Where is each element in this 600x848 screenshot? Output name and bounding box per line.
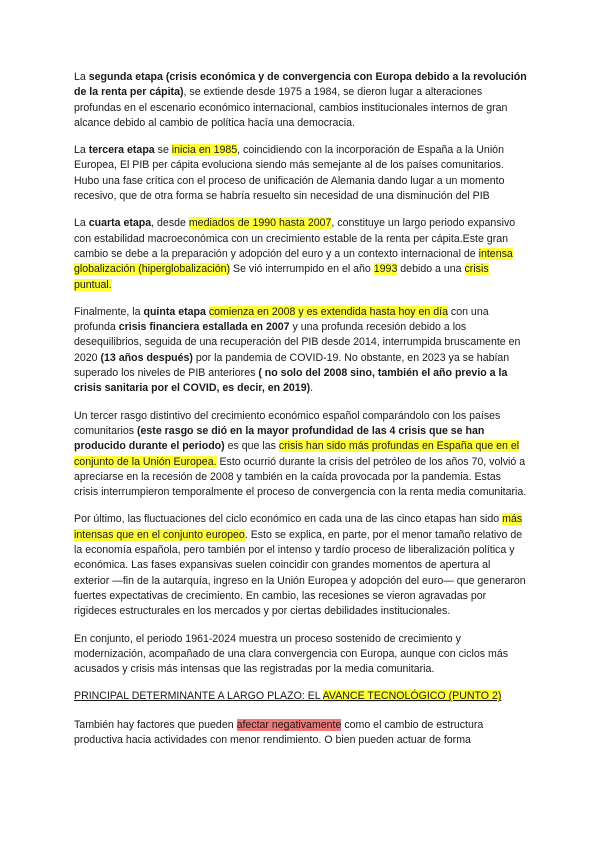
highlighted-text: más intensas que en el conjunto europeo [74, 513, 523, 541]
text-run: Esto ocurrió durante la crisis del petróleo de los años 70, volvió a apreciarse en la recesión de 2008 y también en la caída provocada por la pandemia. Estas crisis interrumpieron temporalmente el proceso de convergencia con la renta media comunitaria. [74, 455, 527, 499]
paragraph [74, 143, 528, 204]
text-run: Por último, las fluctuaciones del ciclo económico en cada una de las cinco etapas han sido [74, 513, 503, 526]
text-run: , constituye un largo periodo expansivo con estabilidad macroeconómica con un crecimiento estable de la renta per cápita.Este gran cambio se debe a la preparación y adopción del euro y a un contexto internacional de [74, 217, 516, 260]
text-run: se [154, 144, 172, 157]
text-run: debido a una [397, 263, 465, 276]
highlighted-text: afectar negativamente [236, 718, 342, 731]
text-run: También hay factores que pueden [74, 718, 237, 731]
text-run: La [74, 71, 89, 83]
paragraph [74, 718, 528, 749]
highlighted-text: intensa globalización (hiperglobalización) [74, 247, 513, 276]
highlighted-text: inicia en 1985 [171, 144, 238, 157]
text-run: Se vió interrumpido en el año [230, 263, 374, 276]
paragraph [74, 409, 528, 501]
paragraph [74, 216, 528, 292]
bold-text: cuarta etapa [88, 217, 152, 230]
text-run: Un tercer rasgo distintivo del crecimiento económico español comparándolo con los países comunitarios [74, 409, 501, 437]
highlighted-text: crisis han sido más profundas en España que en el conjunto de la Unión Europea. [74, 440, 520, 468]
text-run: como el cambio de estructura productiva hacia actividades con menor rendimiento. O bien pueden actuar de forma [74, 718, 484, 746]
highlighted-text: crisis puntual. [74, 263, 489, 291]
highlighted-text: 1993 [373, 263, 398, 276]
highlighted-text: AVANCE TECNOLÓGICO (PUNTO 2) [322, 690, 502, 703]
bold-text: ( no solo del 2008 sino, también el año previo a la crisis sanitaria por el COVID, es decir, en 2019) [74, 367, 508, 395]
bold-text: crisis financiera estallada en 2007 [118, 321, 290, 334]
highlighted-text: mediados de 1990 hasta 2007 [188, 217, 332, 230]
text-run: . [310, 382, 314, 395]
text-run: con una profunda [74, 305, 489, 334]
text-run: . Esto se explica, en parte, por el menor tamaño relativo de la economía española, pero también por el intenso y tardío proceso de liberalización política y económica. Las fases expansivas suelen coincidir con grandes momentos de apertura al exterior —fin de la autarquía, ingreso en la Unión Europea y adopción del euro— que generaron fuertes expectativas de crecimiento. En cambio, las recesiones se vieron agravadas por rigideces estructurales en los mercados y por ciertas debilidades institucionales. [74, 528, 526, 618]
paragraph [74, 632, 528, 678]
text-run: y una profunda recesión debido a los desequilibrios, seguida de una recuperación del PIB desde 2014, interrumpida bruscamente en 2020 [74, 321, 521, 364]
text-run: , coincidiendo con la incorporación de España a la Unión Europea, El PIB per cápita evoluciona siendo más semejante al de los países comunitarios. Hubo una fase crítica con el proceso de unificación de Alemania dando lugar a un momento recesivo, que de otra forma se habría resuelto sin necesidad de una disminución del PIB [74, 144, 505, 203]
text-run: por la pandemia de COVID-19. No obstante, en 2023 ya se habían superado los niveles de PIB anteriores [74, 351, 510, 380]
text-run: es que las [224, 440, 279, 453]
paragraph [74, 512, 528, 619]
bold-text: (este rasgo se dió en la mayor profundidad de las 4 crisis que se han producido durante el periodo) [74, 424, 485, 453]
text-run: La [74, 144, 89, 157]
bold-text: quinta etapa [143, 305, 206, 318]
paragraph [74, 70, 528, 131]
document-body [74, 70, 528, 677]
bold-text: (13 años después) [100, 351, 193, 364]
text-run: Finalmente, la [74, 305, 144, 318]
text-run: En conjunto, el periodo 1961-2024 muestra un proceso sostenido de crecimiento y modernización, acompañado de una clara convergencia con Europa, aunque con ciclos más acusados y crisis más intensas que las registradas por la media comunitaria. [74, 632, 509, 676]
text-run: La [74, 217, 89, 230]
highlighted-text: comienza en 2008 y es extendida hasta hoy en día [208, 305, 448, 318]
bold-text: tercera etapa [88, 144, 155, 157]
section-heading [74, 689, 528, 704]
text-run: , desde [151, 217, 189, 230]
text-run: , se extiende desde 1975 a 1984, se dieron lugar a alteraciones profundas en el escenario económico internacional, cambios institucionales internos de gran alcance debido al cambio de política hacía una democracia. [74, 86, 508, 129]
bold-text: segunda etapa (crisis económica y de convergencia con Europa debido a la revolución de la renta per cápita) [74, 71, 527, 99]
paragraph [74, 305, 528, 397]
text-run: PRINCIPAL DETERMINANTE A LARGO PLAZO: EL [74, 690, 323, 703]
